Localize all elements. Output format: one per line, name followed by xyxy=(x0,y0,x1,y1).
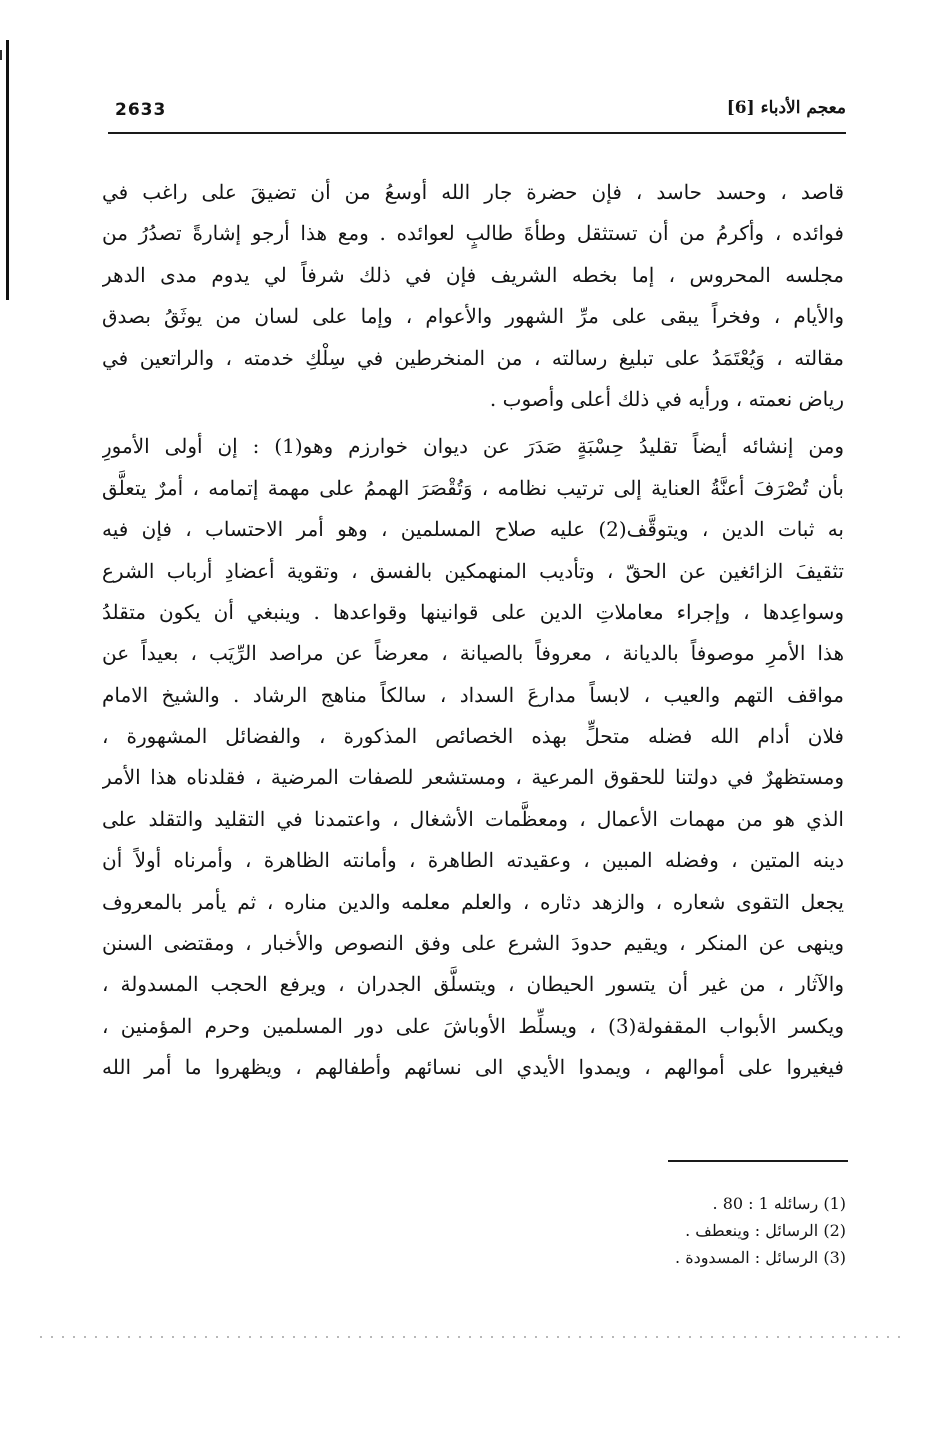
book-title-header: معجم الأدباء [6] xyxy=(726,98,846,118)
paragraph-2 xyxy=(102,426,844,1088)
text-line: رياض نعمته ، ورأيه في ذلك أعلى وأصوب . xyxy=(489,386,844,411)
footnotes xyxy=(446,1190,846,1271)
text-line: مجلسه المحروس ، إما بخطه الشريف فإن في ذلك شرفاً لي يدوم مدى الدهر xyxy=(102,262,844,287)
text-line: قاصد ، وحسد حاسد ، فإن حضرة جار الله أوسعُ من أن تضيقَ على راغب في xyxy=(102,180,844,204)
running-header xyxy=(115,98,846,132)
text-line: ويكسر الأبواب المقفولة(3) ، ويسلِّط الأوباشَ على دور المسلمين وحرم المؤمنين ، xyxy=(102,1013,844,1038)
text-line: والآثار ، من غير أن يتسور الحيطان ، ويتسلَّق الجدران ، ويرفع الحجب المسدولة ، xyxy=(102,972,844,997)
scan-edge-mark xyxy=(0,50,2,60)
footnote-rule xyxy=(668,1160,848,1162)
text-line: يجعل التقوى شعاره ، والزهد دثاره ، والعلم معلمه والدين مناره ، ثم يأمر بالمعروف xyxy=(102,889,844,914)
text-line: فلان أدام الله فضله متحلٍّ بهذه الخصائص المذكورة ، والفضائل المشهورة ، xyxy=(102,724,844,749)
header-rule xyxy=(108,132,846,134)
text-line: ومستظهرٌ في دولتنا للحقوق المرعية ، ومستشعر للصفات المرضية ، فقلدناه هذا الأمر xyxy=(102,765,844,790)
text-line: تثقيفَ الزائغين عن الحقّ ، وتأديب المنهمكين بالفسق ، وتقوية أعضادِ أرباب الشرع xyxy=(102,558,844,583)
body-text xyxy=(102,172,844,1089)
text-line: فيغيروا على أموالهم ، ويمدوا الأيدي الى نسائهم وأطفالهم ، ويظهروا ما أمر الله xyxy=(102,1055,844,1080)
text-line: به ثبات الدين ، ويتوقَّف(2) عليه صلاح المسلمين ، وهو أمر الاحتساب ، فإن فيه xyxy=(102,517,844,542)
footnote-3: (3) الرسائل : المسدودة . xyxy=(675,1248,846,1267)
page-number: 2633 xyxy=(115,100,167,120)
text-line: وينهى عن المنكر ، ويقيم حدودَ الشرع على وفق النصوص والأخبار ، ومقتضى السنن xyxy=(102,931,844,956)
text-line: دينه المتين ، وفضله المبين ، وعقيدته الطاهرة ، وأمانته الظاهرة ، وأمرناه أولاً أن xyxy=(102,848,844,873)
text-line: الذي هو من مهمات الأعمال ، ومعظَّمات الأشغال ، واعتمدنا في التقليد والتقلد على xyxy=(102,806,844,831)
text-line: مقالته ، وَيُعْتَمَدُ على تبليغ رسالته ، من المنخرطين في سِلْكِ خدمته ، والراتعين في xyxy=(102,345,844,370)
text-line: فوائده ، وأكرمُ من أن تستثقل وطأةَ طالبٍ لعوائده . ومع هذا أرجو إشارةً تصدُرُ من xyxy=(102,221,844,246)
text-line: وسواعِدها ، وإجراء معاملاتِ الدين على قوانينها وقواعدها . وينبغي أن يكون متقلدُ xyxy=(102,599,844,624)
text-line: والأيام ، وفخراً يبقى على مرِّ الشهور والأعوام ، وإما على لسان من يوثَقُ بصدق xyxy=(102,304,844,329)
scan-noise-line xyxy=(40,1336,904,1338)
footnote-1: (1) رسائله 1 : 80 . xyxy=(712,1194,846,1213)
text-line: مواقف التهم والعيب ، لابساً مدارعَ السداد ، سالكاً مناهج الرشاد . والشيخ الامام xyxy=(102,682,844,707)
text-line: ومن إنشائه أيضاً تقليدُ حِسْبَةٍ صَدَرَ عن ديوان خوارزم وهو(1) : إن أولى الأمورِ xyxy=(102,434,844,459)
text-line: هذا الأمرِ موصوفاً بالديانة ، معروفاً بالصيانة ، معرضاً عن مراصد الرِّيَب ، بعيداً عن xyxy=(102,641,844,666)
text-line: بأن تُصْرَفَ أعنَّةُ العناية إلى ترتيب نظامه ، وَتُقْصَرَ الهممُ على مهمة إتمامه ، أمرٌ يتعلَّق xyxy=(102,475,844,500)
paragraph-1 xyxy=(102,172,844,420)
scan-edge-shadow xyxy=(6,40,9,300)
footnote-2: (2) الرسائل : وينعطف . xyxy=(685,1221,846,1240)
